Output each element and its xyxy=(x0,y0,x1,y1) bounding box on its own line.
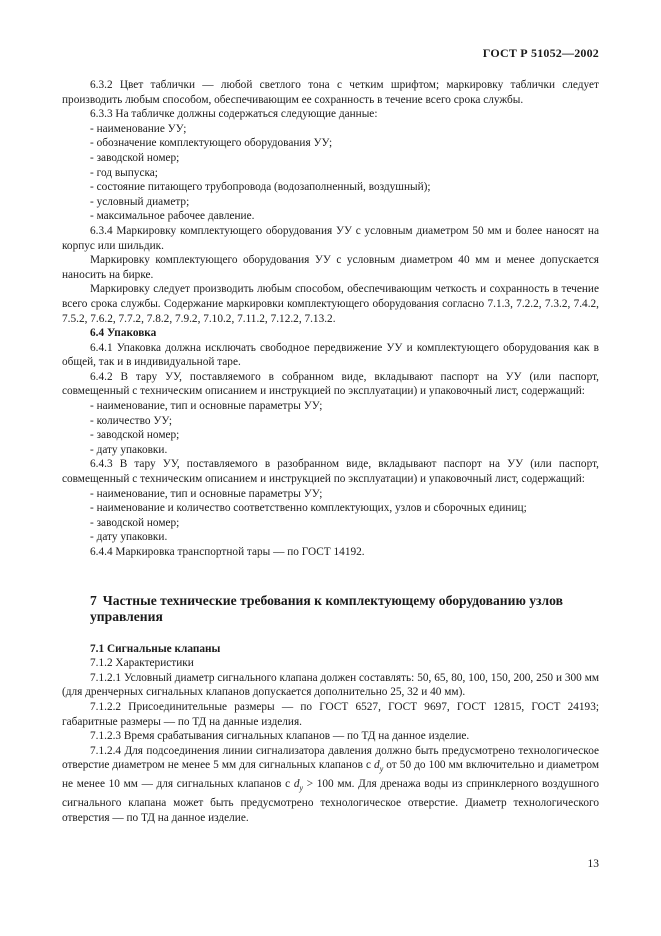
paragraph-6-3-3: 6.3.3 На табличке должны содержаться следующие данные: xyxy=(90,108,378,121)
section-number: 7 xyxy=(90,592,97,608)
paragraph-6-4-3: 6.4.3 В тару УУ, поставляемого в разобранном виде, вкладывают паспорт на УУ (или паспорт, совмещенный с техническим описанием и инструкцией по эксплуатации) и упаковочный лист, содержащий: xyxy=(62,458,599,486)
symbol-letter: d xyxy=(374,759,380,772)
list-item: - заводской номер; xyxy=(90,151,180,164)
paragraph-7-1-2-4 xyxy=(62,744,599,825)
list-item: - заводской номер; xyxy=(90,429,180,442)
paragraph-6-3-2: 6.3.2 Цвет таблички — любой светлого тона с четким шрифтом; маркировку таблички следует производить любым способом, обеспечивающим ее сохранность в течение всего срока службы. xyxy=(62,79,599,106)
list-item: - условный диаметр; xyxy=(90,195,190,208)
list-item: - наименование, тип и основные параметры УУ; xyxy=(90,400,323,413)
nominal-diameter-symbol xyxy=(293,778,304,793)
section-heading-text: Частные технические требования к комплектующему оборудованию узлов управления xyxy=(90,592,563,624)
list-item: - количество УУ; xyxy=(90,414,173,427)
page-content xyxy=(62,78,599,825)
symbol-subscript: у xyxy=(299,783,304,793)
nominal-diameter-symbol xyxy=(374,759,384,774)
list-item: - обозначение комплектующего оборудования УУ; xyxy=(90,137,333,150)
symbol-letter: d xyxy=(293,778,300,791)
paragraph-6-3-4-c: Маркировку следует производить любым способом, обеспечивающим четкость и сохранность в течение всего срока службы. Содержание маркировки комплектующего оборудования согласно 7.1.3, 7.2.2, 7.3.2, 7.4.2, 7.5.2, 7.6.2, 7.7.2, 7.8.2, 7.9.2, 7.10.2, 7.11.2, 7.12.2, 7.13.2. xyxy=(62,283,599,325)
list-item: - год выпуска; xyxy=(90,166,158,179)
section-title-7 xyxy=(90,593,599,625)
paragraph-6-4-2: 6.4.2 В тару УУ, поставляемого в собранном виде, вкладывают паспорт на УУ (или паспорт, совмещенный с техническим описанием и инструкцией по эксплуатации) и упаковочный лист, содержащий: xyxy=(62,370,599,398)
text-segment: > 100 мм. Для дренажа воды из спринклерного воздушного сигнального клапана может быть предусмотрено технологическое отверстие. Диаметр технологического отверстия — по ТД на данное изделие. xyxy=(62,778,599,824)
paragraph-6-3-4: 6.3.4 Маркировку комплектующего оборудования УУ с условным диаметром 50 мм и более наносят на корпус или шильдик. xyxy=(62,224,599,252)
subsection-title-7-1: 7.1 Сигнальные клапаны xyxy=(90,642,221,655)
text-segment: 7.1.2.4 Для подсоединения линии сигнализатора давления должно быть предусмотрено технологическое отверстие диаметром не менее 5 мм для сигнальных клапанов с xyxy=(62,744,599,772)
paragraph-6-3-4-b: Маркировку комплектующего оборудования УУ с условным диаметром 40 мм и менее допускается наносить на бирке. xyxy=(62,254,599,281)
list-item: - наименование и количество соответственно комплектующих, узлов и сборочных единиц; xyxy=(90,502,527,515)
paragraph-6-4-1: 6.4.1 Упаковка должна исключать свободное передвижение УУ и комплектующего оборудования как в общей, так и в индивидуальной таре. xyxy=(62,341,599,369)
document-header: ГОСТ Р 51052—2002 xyxy=(482,46,599,60)
list-item: - дату упаковки. xyxy=(90,443,168,456)
symbol-subscript: у xyxy=(379,764,384,774)
paragraph-7-1-2: 7.1.2 Характеристики xyxy=(90,657,194,670)
list-item: - дату упаковки. xyxy=(90,531,168,544)
list-item: - максимальное рабочее давление. xyxy=(90,210,255,223)
paragraph-7-1-2-2: 7.1.2.2 Присоединительные размеры — по ГОСТ 6527, ГОСТ 9697, ГОСТ 12815, ГОСТ 24193; габаритные размеры — по ТД на данные изделия. xyxy=(62,700,599,728)
page-number: 13 xyxy=(587,858,599,870)
text-segment: от 50 до 100 мм включительно и диаметром не менее 10 мм — для сигнальных клапанов с xyxy=(62,759,599,791)
list-item: - заводской номер; xyxy=(90,516,180,529)
list-item: - состояние питающего трубопровода (водозаполненный, воздушный); xyxy=(90,181,431,194)
paragraph-6-4-4: 6.4.4 Маркировка транспортной тары — по ГОСТ 14192. xyxy=(90,546,365,558)
paragraph-7-1-2-1: 7.1.2.1 Условный диаметр сигнального клапана должен составлять: 50, 65, 80, 100, 150, 200, 250 и 300 мм (для дренчерных сигнальных клапанов допускается дополнительно 25, 32 и 40 мм). xyxy=(62,671,599,699)
list-item: - наименование УУ; xyxy=(90,122,187,135)
list-item: - наименование, тип и основные параметры УУ; xyxy=(90,487,323,500)
subsection-title-6-4: 6.4 Упаковка xyxy=(90,327,157,340)
paragraph-7-1-2-3: 7.1.2.3 Время срабатывания сигнальных клапанов — по ТД на данное изделие. xyxy=(90,730,470,743)
